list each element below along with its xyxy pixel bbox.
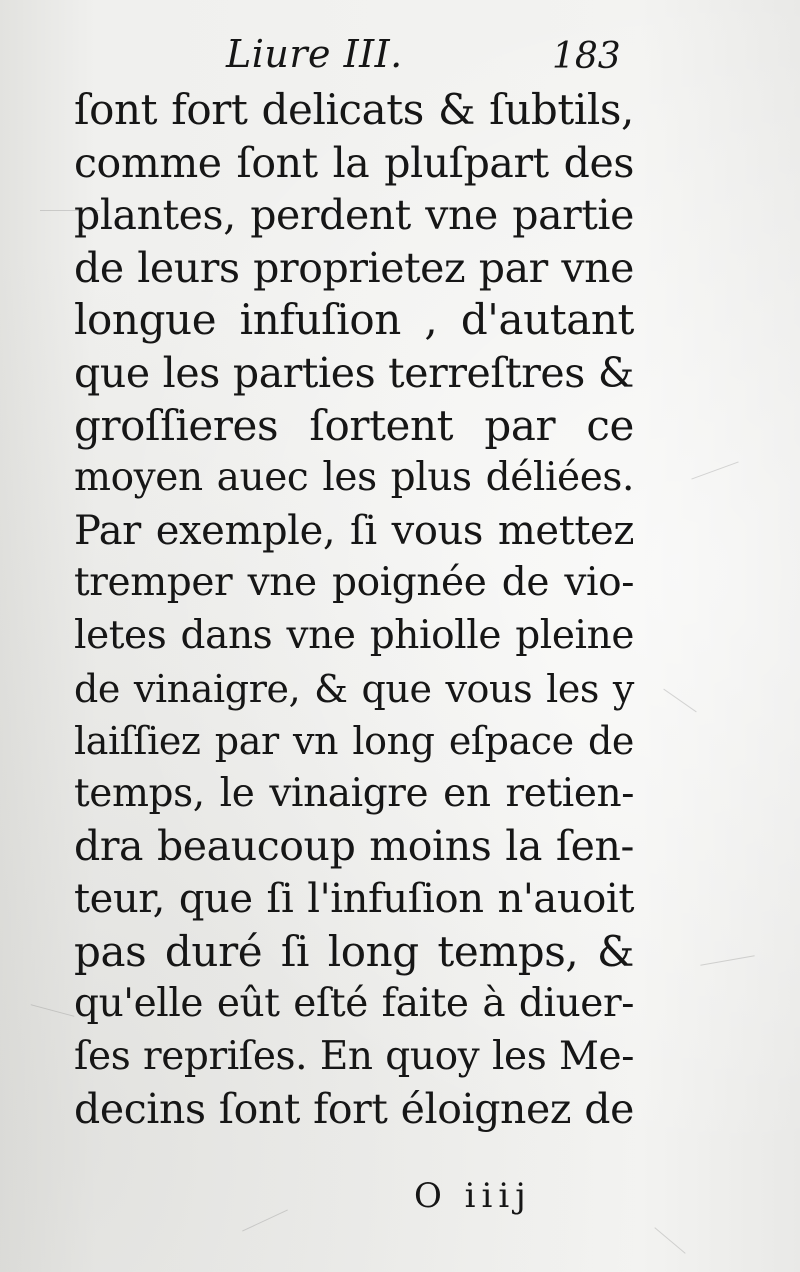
text-line: temps, le vinaigre en retien- (74, 770, 634, 816)
signature-mark: O iiij (414, 1176, 532, 1216)
page-footer (0, 1176, 800, 1226)
text-line: teur, que ſi l'infuſion n'auoit (74, 875, 634, 922)
running-head (0, 28, 800, 78)
text-line: longue infuſion , d'autant (74, 295, 634, 345)
text-line: dra beaucoup moins la ſen- (74, 822, 634, 871)
text-line: groſſieres ſortent par ce (74, 400, 634, 450)
text-line: ſes repriſes. En quoy les Me- (74, 1033, 634, 1079)
paper-fiber (654, 1227, 685, 1253)
text-line: decins ſont fort éloignez de (74, 1085, 634, 1134)
text-line: tremper vne poignée de vio- (74, 560, 634, 606)
page-number: 183 (552, 36, 621, 77)
paper-fiber (31, 1004, 75, 1017)
paper-fiber (663, 689, 696, 713)
text-line: qu'elle eût eſté faite à diuer- (74, 981, 634, 1027)
text-line: laiſſiez par vn long eſpace de (74, 719, 634, 764)
text-line: que les parties terreſtres & (74, 348, 634, 397)
paper-fiber (700, 955, 754, 966)
text-line: de vinaigre, & que vous les y (74, 666, 634, 711)
text-line: pas duré ſi long temps, & (74, 926, 634, 976)
running-head-title: Liure III. (226, 32, 403, 76)
text-line: ſont fort delicats & ſubtils, (74, 85, 634, 134)
text-line: letes dans vne phiolle pleine (74, 612, 634, 658)
text-line: Par exemple, ſi vous mettez (74, 507, 634, 554)
body-text (74, 84, 634, 1136)
text-line: plantes, perdent vne partie (74, 191, 634, 240)
text-line: de leurs proprietez par vne (74, 243, 634, 292)
paper-fiber (691, 461, 738, 479)
text-line: moyen auec les plus déliées. (74, 455, 634, 501)
text-line: comme ſont la pluſpart des (74, 138, 634, 187)
